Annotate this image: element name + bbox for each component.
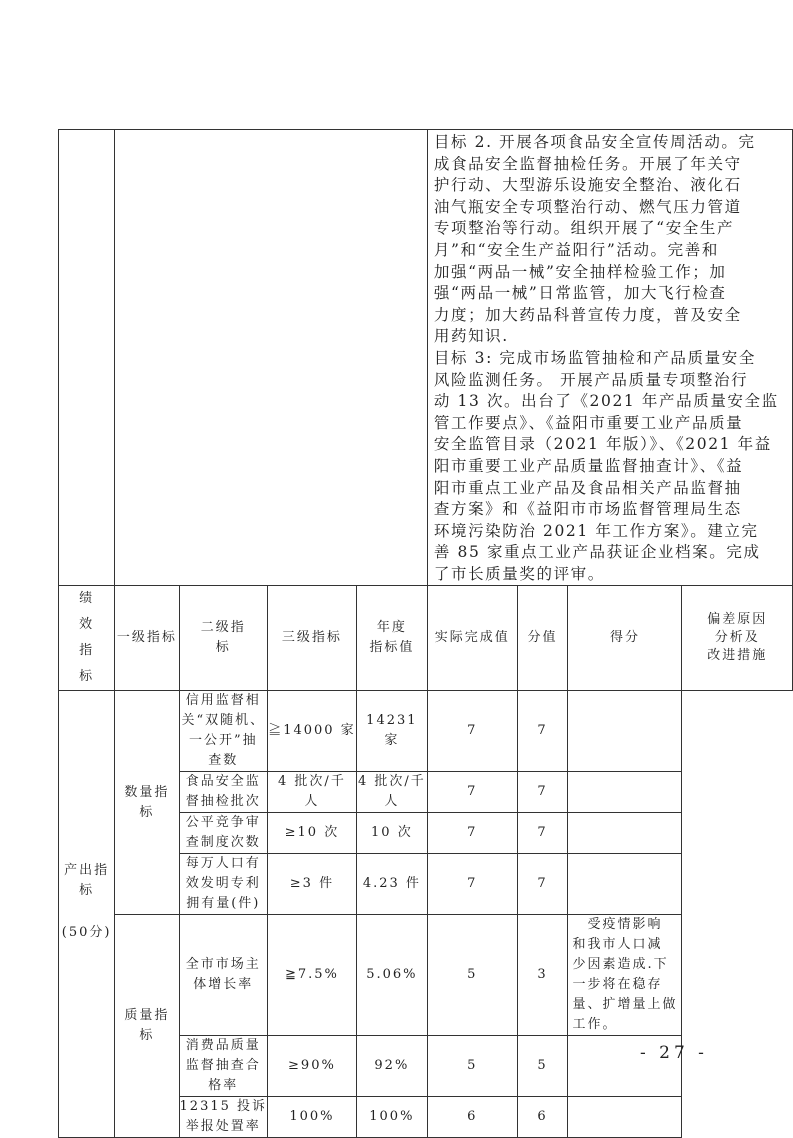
blank-cell <box>59 130 115 586</box>
level2-cell: 数量指 标 <box>115 691 179 915</box>
score-cell: 5 <box>517 1036 568 1097</box>
table-row <box>59 915 793 1036</box>
target-cell: ≧7.5% <box>268 915 357 1036</box>
score-cell: 7 <box>517 813 568 854</box>
target-cell: ≥90% <box>268 1036 357 1097</box>
table-row <box>59 691 793 772</box>
score-cell: 7 <box>517 691 568 772</box>
performance-table <box>58 129 793 1138</box>
indicator-cell: 全市市场主 体增长率 <box>179 915 268 1036</box>
deviation-cell <box>568 854 682 915</box>
weight-cell: 5 <box>427 1036 517 1097</box>
page-number: - 27 - <box>640 1043 708 1063</box>
weight-cell: 7 <box>427 813 517 854</box>
target-cell: ≥10 次 <box>268 813 357 854</box>
deviation-cell: 受疫情影响 和我市人口减 少因素造成.下 一步将在稳存 量、扩增量上做 工作。 <box>568 915 682 1036</box>
level1-points: (50分) <box>61 925 112 941</box>
target-cell: 4 批次/千 人 <box>268 772 357 813</box>
actual-cell: 14231 家 <box>356 691 427 772</box>
weight-cell: 6 <box>427 1097 517 1138</box>
indicator-cell: 食品安全监 督抽检批次 <box>179 772 268 813</box>
actual-cell: 100% <box>356 1097 427 1138</box>
target-cell: 100% <box>268 1097 357 1138</box>
score-cell: 3 <box>517 915 568 1036</box>
actual-cell: 4.23 件 <box>356 854 427 915</box>
indicator-cell: 消费品质量 监督抽查合 格率 <box>179 1036 268 1097</box>
score-cell: 7 <box>517 772 568 813</box>
indicator-cell: 信用监督相 关“双随机、 一公开”抽 查数 <box>179 691 268 772</box>
actual-cell: 5.06% <box>356 915 427 1036</box>
level1-label: 产出指标 <box>64 863 110 899</box>
header-weight: 分值 <box>517 586 568 691</box>
deviation-cell <box>568 1097 682 1138</box>
level2-cell: 质量指 标 <box>115 915 179 1138</box>
weight-cell: 7 <box>427 772 517 813</box>
level1-cell <box>59 691 115 1138</box>
deviation-cell <box>568 772 682 813</box>
blank-cell <box>115 130 428 586</box>
header-deviation: 偏差原因 分析及 改进措施 <box>682 586 793 691</box>
header-level2: 二级指 标 <box>179 586 268 691</box>
actual-cell: 92% <box>356 1036 427 1097</box>
target-cell: ≥3 件 <box>268 854 357 915</box>
deviation-cell <box>568 691 682 772</box>
section-label: 绩 效 指 标 <box>59 586 115 691</box>
header-level3: 三级指标 <box>268 586 357 691</box>
header-row <box>59 586 793 691</box>
target-cell: ≧14000 家 <box>268 691 357 772</box>
score-cell: 7 <box>517 854 568 915</box>
indicator-cell: 12315 投诉 举报处置率 <box>179 1097 268 1138</box>
score-cell: 6 <box>517 1097 568 1138</box>
weight-cell: 7 <box>427 854 517 915</box>
header-level1: 一级指标 <box>115 586 179 691</box>
indicator-cell: 公平竞争审 查制度次数 <box>179 813 268 854</box>
weight-cell: 5 <box>427 915 517 1036</box>
header-score: 得分 <box>568 586 682 691</box>
actual-cell: 10 次 <box>356 813 427 854</box>
goals-text: 目标 2. 开展各项食品安全宣传周活动。完 成食品安全监督抽检任务。开展了年关守 护行动、大型游乐设施安全整治、液化石 油气瓶安全专项整治行动、燃气压力管道 专项整治等行动。组织开展了“安全生产 月”和“安全生产益阳行”活动。完善和 加强“两品一械”安全抽样检验工作；加 强“两品一械”日常监管，加大飞行检查 力度；加大药品科普宣传力度，普及安全 用药知识. 目标 3: 完成市场监管抽检和产品质量安全 风险监测任务。 开展产品质量专项整治行 动 13 次。出台了《2021 年产品质量安全监 管工作要点》、《益阳市重要工业产品质量 安全监管目录（2021 年版）》、《2021 年益 阳市重要工业产品质量监督抽查计》、《益 阳市重点工业产品及食品相关产品监督抽 查方案》和《益阳市市场监督管理局生态 环境污染防治 2021 年工作方案》。建立完 善 85 家重点工业产品获证企业档案。完成 了市长质量奖的评审。 <box>427 130 792 586</box>
indicator-cell: 每万人口有 效发明专利 拥有量(件) <box>179 854 268 915</box>
weight-cell: 7 <box>427 691 517 772</box>
deviation-cell <box>568 813 682 854</box>
header-target: 年度 指标值 <box>356 586 427 691</box>
header-actual: 实际完成值 <box>427 586 517 691</box>
actual-cell: 4 批次/千人 <box>356 772 427 813</box>
